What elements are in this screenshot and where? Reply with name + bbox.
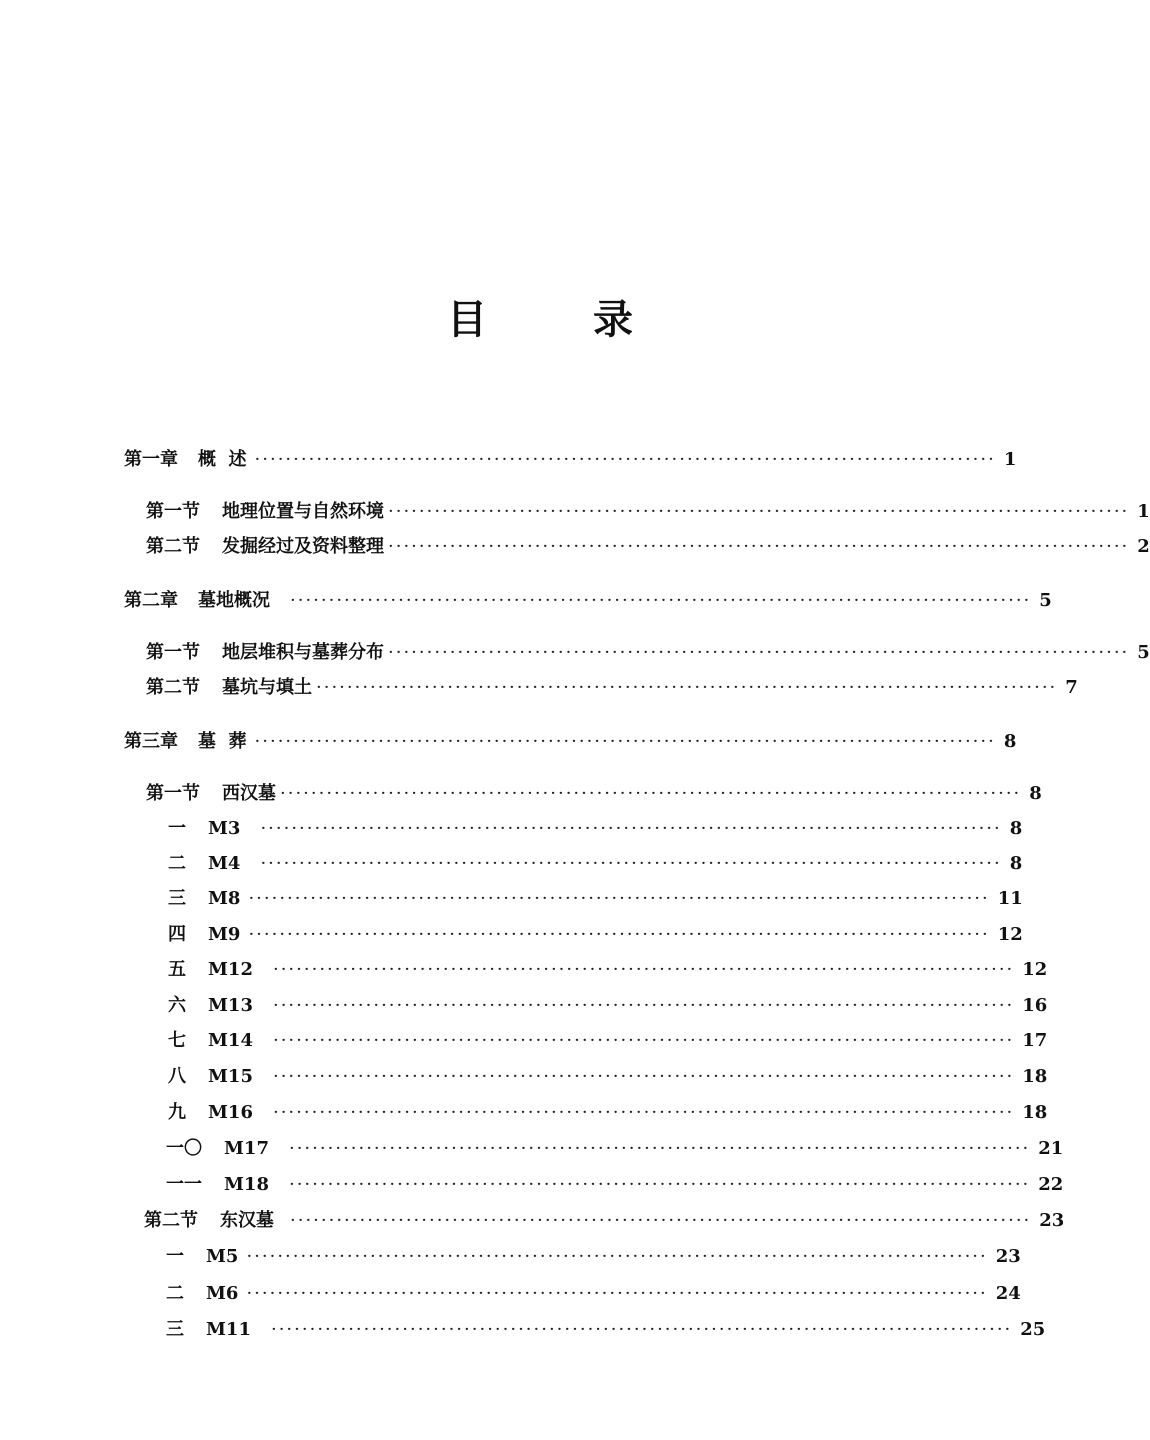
toc-entry-item-m15[interactable] xyxy=(168,1064,1048,1090)
entry-number: 第一节 xyxy=(146,642,200,663)
dot-leader: ································································································ xyxy=(272,1102,1015,1123)
toc-entry-section-1-2[interactable] xyxy=(146,534,1150,560)
toc-entry-item-m14[interactable] xyxy=(168,1028,1048,1054)
entry-title: 东汉墓 xyxy=(220,1210,274,1231)
entry-number: 三 xyxy=(168,888,186,909)
toc-entry-item-m6[interactable] xyxy=(166,1281,1021,1307)
page-number: 22 xyxy=(1038,1174,1064,1195)
dot-leader: ································································································ xyxy=(254,731,996,752)
entry-title: M5 xyxy=(206,1246,239,1267)
toc-entry-section-1-1[interactable] xyxy=(146,499,1150,525)
entry-title: 墓地概况 xyxy=(198,590,270,611)
entry-number: 五 xyxy=(168,959,186,980)
entry-number: 二 xyxy=(166,1283,184,1304)
page-number: 8 xyxy=(1009,818,1023,839)
page-number: 11 xyxy=(997,888,1023,909)
entry-title: M17 xyxy=(224,1138,269,1159)
entry-title: M18 xyxy=(224,1174,269,1195)
page-number: 5 xyxy=(1137,642,1150,663)
toc-entry-item-m16[interactable] xyxy=(168,1100,1048,1126)
entry-number: 八 xyxy=(168,1066,186,1087)
entry-title: 发掘经过及资料整理 xyxy=(222,536,384,557)
entry-title: 概 述 xyxy=(198,449,247,470)
toc-entry-item-m3[interactable] xyxy=(168,816,1023,842)
page-number: 5 xyxy=(1039,590,1052,611)
dot-leader: ································································································ xyxy=(246,1246,988,1267)
toc-entry-item-m5[interactable] xyxy=(166,1244,1021,1270)
toc-entry-item-m9[interactable] xyxy=(168,922,1023,948)
entry-number: 第一节 xyxy=(146,783,200,804)
page-number: 23 xyxy=(1039,1210,1065,1231)
page-number: 12 xyxy=(997,924,1023,945)
toc-entry-item-m18[interactable] xyxy=(166,1172,1064,1198)
entry-number: 七 xyxy=(168,1030,186,1051)
entry-title: M11 xyxy=(206,1319,251,1340)
toc-entry-section-3-1[interactable] xyxy=(146,781,1042,807)
toc-entry-item-m13[interactable] xyxy=(168,993,1048,1019)
dot-leader: ································································································ xyxy=(272,1066,1015,1087)
dot-leader: ································································································ xyxy=(248,924,990,945)
dot-leader: ································································································ xyxy=(316,677,1058,698)
toc-entry-section-2-2[interactable] xyxy=(146,675,1078,701)
dot-leader: ································································································ xyxy=(288,1138,1031,1159)
toc-entry-chapter-2[interactable] xyxy=(124,588,1052,614)
entry-title: 西汉墓 xyxy=(222,783,276,804)
page-number: 25 xyxy=(1020,1319,1046,1340)
entry-number: 第二章 xyxy=(124,590,178,611)
entry-title: M8 xyxy=(208,888,241,909)
entry-title: M15 xyxy=(208,1066,253,1087)
entry-number: 第一章 xyxy=(124,449,178,470)
entry-number: 一 xyxy=(168,818,186,839)
dot-leader: ································································································ xyxy=(388,501,1130,522)
toc-entry-item-m4[interactable] xyxy=(168,851,1023,877)
page-number: 2 xyxy=(1137,536,1150,557)
entry-title: M9 xyxy=(208,924,241,945)
toc-entry-item-m8[interactable] xyxy=(168,886,1023,912)
entry-number: 九 xyxy=(168,1102,186,1123)
entry-number: 第二节 xyxy=(144,1210,198,1231)
dot-leader: ································································································ xyxy=(254,449,996,470)
page-number: 18 xyxy=(1022,1066,1048,1087)
dot-leader: ································································································ xyxy=(246,1283,988,1304)
dot-leader: ································································································ xyxy=(260,853,1002,874)
page-number: 17 xyxy=(1022,1030,1048,1051)
page-number: 8 xyxy=(1009,853,1023,874)
toc-entry-section-2-1[interactable] xyxy=(146,640,1150,666)
page-number: 23 xyxy=(995,1246,1021,1267)
page-number: 1 xyxy=(1003,449,1017,470)
toc-entry-item-m11[interactable] xyxy=(166,1317,1046,1343)
entry-number: 第一节 xyxy=(146,501,200,522)
entry-number: 四 xyxy=(168,924,186,945)
entry-title: 地理位置与自然环境 xyxy=(222,501,384,522)
dot-leader: ································································································ xyxy=(388,536,1130,557)
entry-number: 三 xyxy=(166,1319,184,1340)
dot-leader: ································································································ xyxy=(290,1210,1032,1231)
entry-number: 一 xyxy=(166,1246,184,1267)
dot-leader: ································································································ xyxy=(272,959,1015,980)
entry-number: 一一 xyxy=(166,1174,202,1195)
page-number: 16 xyxy=(1022,995,1048,1016)
dot-leader: ································································································ xyxy=(248,888,990,909)
toc-entry-section-3-2[interactable] xyxy=(144,1208,1065,1234)
toc-entry-item-m12[interactable] xyxy=(168,957,1048,983)
dot-leader: ································································································ xyxy=(272,995,1015,1016)
page-title: 目 录 xyxy=(447,296,679,343)
page-number: 7 xyxy=(1065,677,1078,698)
page-number: 8 xyxy=(1003,731,1017,752)
entry-title: M3 xyxy=(208,818,241,839)
dot-leader: ································································································ xyxy=(290,590,1032,611)
page-number: 12 xyxy=(1022,959,1048,980)
page-number: 24 xyxy=(995,1283,1021,1304)
entry-title: M14 xyxy=(208,1030,253,1051)
page-number: 1 xyxy=(1137,501,1150,522)
entry-title: M13 xyxy=(208,995,253,1016)
entry-title: M16 xyxy=(208,1102,253,1123)
entry-title: 墓 葬 xyxy=(198,731,247,752)
dot-leader: ································································································ xyxy=(288,1174,1031,1195)
dot-leader: ································································································ xyxy=(270,1319,1013,1340)
entry-title: 墓坑与填土 xyxy=(222,677,312,698)
dot-leader: ································································································ xyxy=(260,818,1002,839)
entry-number: 二 xyxy=(168,853,186,874)
page-number: 8 xyxy=(1029,783,1042,804)
entry-title: M4 xyxy=(208,853,241,874)
entry-number: 第二节 xyxy=(146,536,200,557)
entry-title: 地层堆积与墓葬分布 xyxy=(222,642,384,663)
dot-leader: ································································································ xyxy=(388,642,1130,663)
entry-title: M6 xyxy=(206,1283,239,1304)
dot-leader: ································································································ xyxy=(272,1030,1015,1051)
dot-leader: ································································································ xyxy=(280,783,1022,804)
toc-entry-chapter-1[interactable] xyxy=(124,447,1017,473)
entry-number: 六 xyxy=(168,995,186,1016)
entry-title: M12 xyxy=(208,959,253,980)
entry-number: 第二节 xyxy=(146,677,200,698)
entry-number: 第三章 xyxy=(124,731,178,752)
toc-entry-chapter-3[interactable] xyxy=(124,729,1017,755)
page-number: 21 xyxy=(1038,1138,1064,1159)
entry-number: 一〇 xyxy=(166,1138,202,1159)
toc-entry-item-m17[interactable] xyxy=(166,1136,1064,1162)
page-number: 18 xyxy=(1022,1102,1048,1123)
